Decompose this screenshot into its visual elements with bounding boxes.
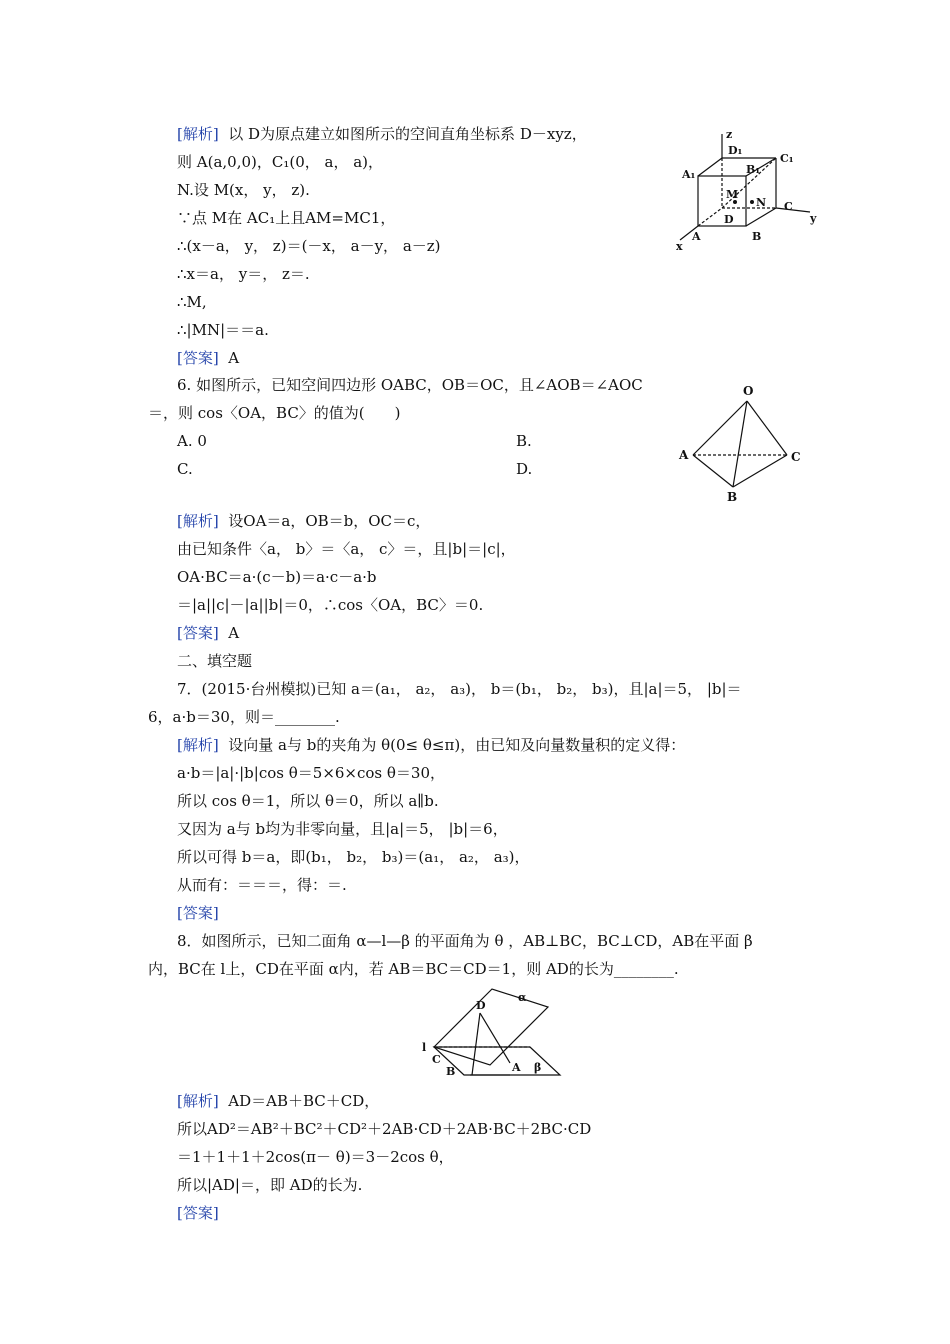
q6-option-c: C.: [177, 460, 193, 478]
dihedral-angle-figure: [420, 985, 570, 1085]
analysis-line-6: ∴x＝a， y＝， z＝.: [177, 265, 310, 283]
q6-analysis-line-4: ＝|a||c|－|a||b|＝0，∴cos〈OA，BC〉＝0.: [177, 596, 484, 614]
q8-analysis-line-4: 所以|AD|＝，即 AD的长为.: [177, 1176, 363, 1194]
q8-stem-line-1: 8．如图所示，已知二面角 α—l—β 的平面角为 θ ，AB⊥BC，BC⊥CD，AB在平面 β: [177, 932, 753, 950]
cube-label-d: D: [724, 213, 734, 226]
answer-line-1: [177, 348, 239, 368]
q6-analysis-line-3: OA·BC＝a·(c－b)＝a·c－a·b: [177, 568, 377, 586]
q6-option-b: B.: [516, 432, 532, 450]
q8-stem-line-2: 内，BC在 l上，CD在平面 α内，若 AB＝BC＝CD＝1，则 AD的长为________.: [148, 960, 679, 978]
analysis-line-8: ∴|MN|＝＝a.: [177, 321, 269, 339]
q6-option-d: D.: [516, 460, 533, 478]
q6-stem-line-1: 6. 如图所示，已知空间四边形 OABC，OB＝OC，且∠AOB＝∠AOC: [177, 376, 643, 394]
q7-stem-line-2: 6，a·b＝30，则＝________.: [148, 708, 340, 726]
cube-label-d1: D₁: [728, 144, 743, 157]
dihedral-label-b: B: [446, 1065, 456, 1078]
q8-analysis-line-1: [解析] AD＝AB＋BC＋CD，: [177, 1092, 380, 1110]
q7-analysis-line-5: 所以可得 b＝a，即(b₁， b₂， b₃)＝(a₁， a₂， a₃)，: [177, 848, 530, 866]
analysis-line-5: ∴(x－a， y， z)＝(－x， a－y， a－z): [177, 237, 441, 255]
dihedral-label-c: C: [432, 1053, 441, 1066]
section-title: 二、填空题: [177, 652, 253, 670]
answer-tag: [答案]: [177, 349, 219, 367]
dihedral-label-alpha: α: [518, 991, 527, 1004]
cube-coordinate-figure: [670, 128, 830, 258]
dihedral-label-a: A: [512, 1061, 521, 1074]
tetra-label-c: C: [791, 450, 801, 464]
cube-label-z: z: [726, 128, 733, 141]
q7-analysis-line-3: 所以 cos θ＝1，所以 θ＝0，所以 a∥b.: [177, 792, 439, 810]
cube-label-m: M: [726, 188, 739, 201]
q6-stem-line-2: ＝，则 cos〈OA，BC〉的值为( ): [148, 404, 401, 422]
q6-analysis-line-1: [解析] 设OA＝a，OB＝b，OC＝c，: [177, 512, 431, 530]
dihedral-label-beta: β: [534, 1061, 542, 1074]
cube-label-n: N: [756, 196, 767, 209]
q7-analysis-line-4: 又因为 a与 b均为非零向量，且|a|＝5， |b|＝6，: [177, 820, 508, 838]
analysis-line-2: 则 A(a,0,0)，C₁(0， a， a)，: [177, 153, 384, 171]
q6-answer-line: [答案] A: [177, 624, 240, 642]
cube-label-c1: C₁: [780, 152, 794, 165]
analysis-line-1: [解析] 以 D为原点建立如图所示的空间直角坐标系 D－xyz，: [177, 125, 587, 143]
q8-analysis-line-3: ＝1＋1＋1＋2cos(π－ θ)＝3－2cos θ，: [177, 1148, 454, 1166]
q7-analysis-line-6: 从而有：＝＝＝，得：＝.: [177, 876, 347, 894]
dihedral-label-d: D: [476, 999, 486, 1012]
analysis-tag: [解析]: [177, 125, 219, 143]
q6-analysis-line-2: 由已知条件〈a， b〉＝〈a， c〉＝，且|b|＝|c|，: [177, 540, 516, 558]
q8-analysis-line-2: 所以AD²＝AB²＋BC²＋CD²＋2AB·CD＋2AB·BC＋2BC·CD: [177, 1120, 592, 1138]
cube-label-c: C: [784, 200, 793, 213]
tetra-label-b: B: [727, 490, 738, 504]
cube-label-x: x: [676, 240, 683, 253]
analysis-line-3: N.设 M(x， y， z).: [177, 181, 310, 199]
q7-answer-line: [答案]: [177, 904, 219, 922]
cube-label-a: A: [692, 230, 701, 243]
tetra-label-a: A: [679, 448, 689, 462]
cube-label-a1: A₁: [682, 168, 696, 181]
tetrahedron-figure: [675, 383, 810, 508]
analysis-line-4: ∵点 M在 AC₁上且AM=MC1，: [177, 209, 396, 227]
q7-analysis-line-1: [解析] 设向量 a与 b的夹角为 θ(0≤ θ≤π)，由已知及向量数量积的定义得：: [177, 736, 686, 754]
cube-label-b: B: [752, 230, 762, 243]
q6-option-a: A. 0: [177, 432, 207, 450]
cube-label-b1: B₁: [746, 163, 761, 176]
q8-answer-line: [答案]: [177, 1204, 219, 1222]
q7-stem-line-1: 7．(2015·台州模拟)已知 a＝(a₁， a₂， a₃)， b＝(b₁， b₂， b₃)，且|a|＝5， |b|＝: [177, 680, 742, 698]
answer-value: A: [228, 349, 240, 367]
analysis-line-7: ∴M,: [177, 293, 207, 311]
q7-analysis-line-2: a·b＝|a|·|b|cos θ＝5×6×cos θ＝30，: [177, 764, 446, 782]
tetra-label-o: O: [743, 384, 754, 398]
cube-label-y: y: [810, 212, 817, 225]
dihedral-label-l: l: [422, 1041, 427, 1054]
